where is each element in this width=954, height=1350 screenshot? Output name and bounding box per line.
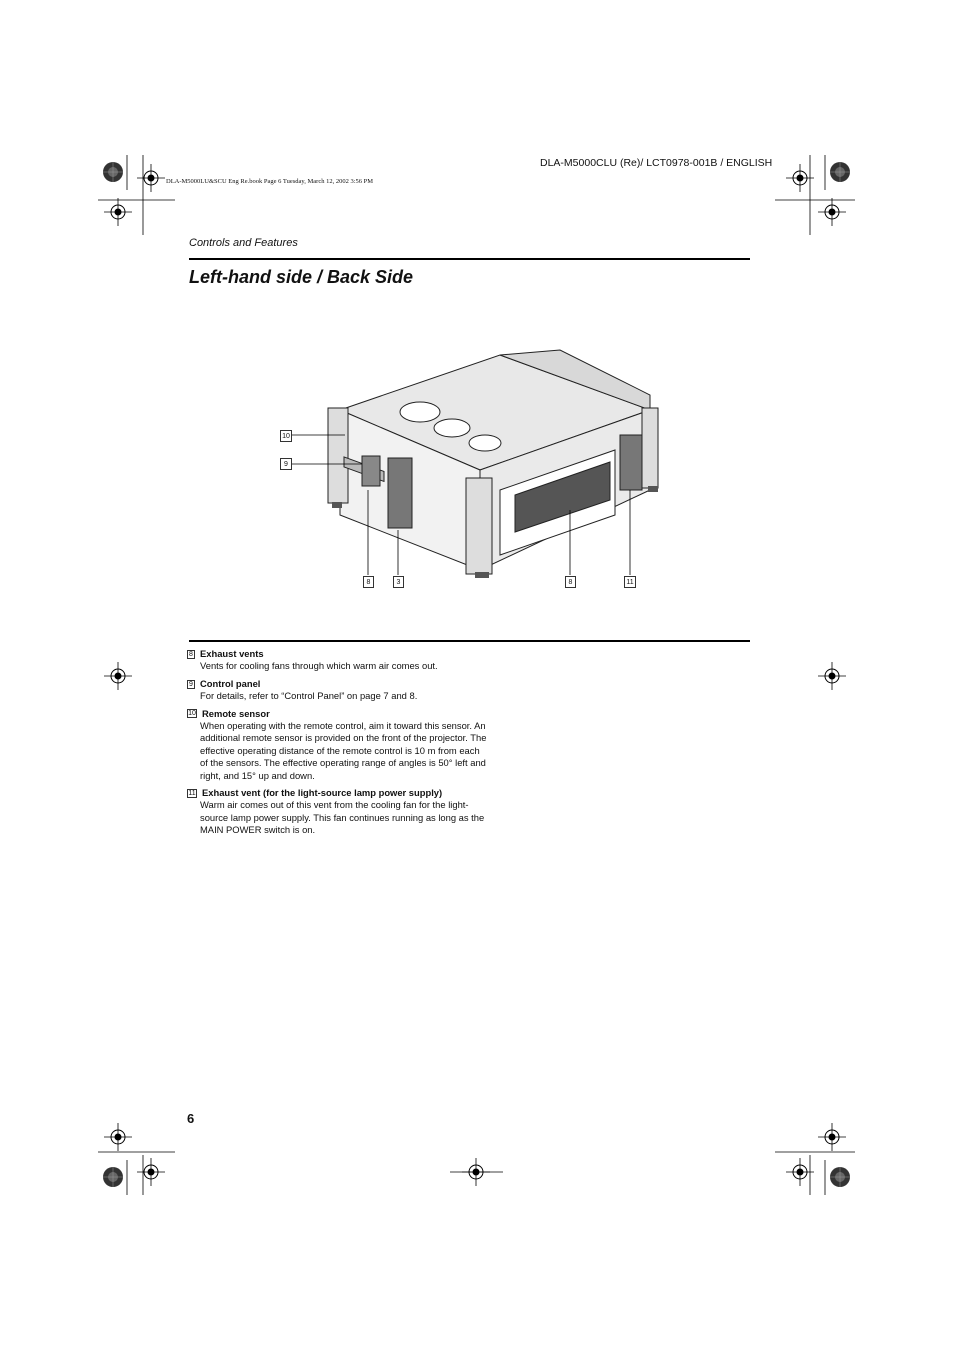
page-title: Left-hand side / Back Side <box>189 267 414 287</box>
item-number: 11 <box>188 789 196 797</box>
page-number: 6 <box>187 1111 195 1126</box>
list-item <box>187 708 487 782</box>
print-info: DLA-M5000LU&SCU Eng Re.book Page 6 Tuesday, March 12, 2002 3:56 PM <box>166 178 374 185</box>
callout-remote-sensor: 10 <box>280 430 292 442</box>
item-number: 8 <box>187 650 195 659</box>
callout-exhaust-right: 8 <box>565 576 576 588</box>
section-label: Controls and Features <box>189 237 298 249</box>
callout-lamp-vent: 11 <box>624 576 636 588</box>
item-description: For details, refer to “Control Panel” on page 7 and 8. <box>200 690 418 702</box>
item-title: Remote sensor <box>202 707 270 719</box>
projector-illustration <box>270 340 670 595</box>
list-item <box>187 648 487 673</box>
section-rule <box>189 640 750 642</box>
item-title: Control panel <box>200 677 261 689</box>
item-title: Exhaust vent (for the light-source lamp power supply) <box>202 787 443 799</box>
item-description: Warm air comes out of this vent from the cooling fan for the light-source lamp power supply. This fan continues running as long as the MAIN POWER switch is on. <box>200 799 485 836</box>
list-item <box>187 678 487 703</box>
callout-exhaust-left: 8 <box>363 576 374 588</box>
feature-list <box>187 648 487 842</box>
item-title: Exhaust vents <box>200 648 264 659</box>
item-number: 9 <box>187 680 195 689</box>
callout-control-panel: 9 <box>280 458 292 470</box>
item-description: Vents for cooling fans through which warm air comes out. <box>200 660 438 672</box>
callout-vent-3: 3 <box>393 576 404 588</box>
item-description: When operating with the remote control, aim it toward this sensor. An additional remote sensor is provided on the front of the projector. The effective operating distance of the remote control is 10 m from each of the sensors. The effective operating range of angles is 50° left and right, and 15° up and down. <box>200 720 487 781</box>
document-id: DLA-M5000CLU (Re)/ LCT0978-001B / ENGLISH <box>540 157 773 169</box>
list-item <box>187 787 487 837</box>
item-number: 10 <box>188 710 196 718</box>
header-rule <box>189 258 750 260</box>
